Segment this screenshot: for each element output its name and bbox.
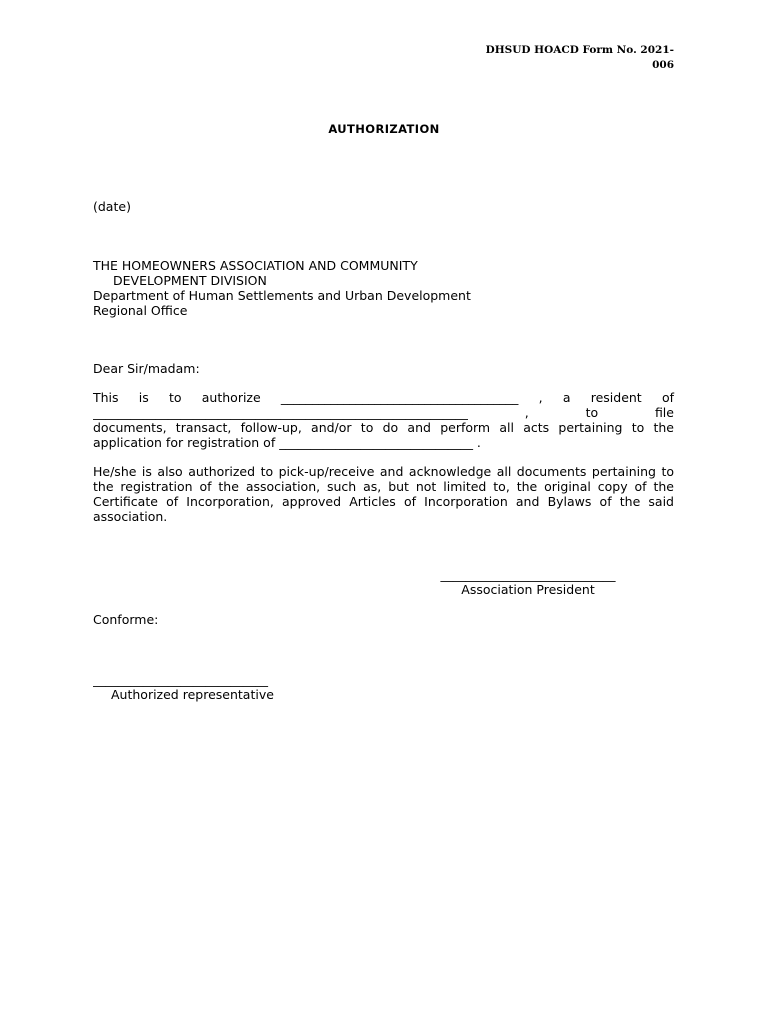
word: ,	[538, 390, 543, 405]
word: This	[93, 390, 119, 405]
paragraph1-line-3: documents, transact, follow-up, and/or to do and perform all acts pertaining to the	[93, 420, 674, 435]
date-placeholder: (date)	[93, 199, 131, 214]
residence-blank: ____________________________________________________________	[93, 405, 468, 420]
word: resident	[590, 390, 642, 405]
paragraph1-line-1	[93, 390, 674, 405]
paragraph1-line-4: application for registration of _______________________________ .	[93, 435, 481, 450]
document-title: AUTHORIZATION	[328, 122, 440, 136]
representative-signature-block	[93, 672, 315, 702]
president-label: Association President	[461, 582, 595, 597]
addressee-block	[93, 258, 674, 318]
addressee-line-2: DEVELOPMENT DIVISION	[113, 273, 267, 288]
word: to	[168, 390, 182, 405]
addressee-line-4: Regional Office	[93, 303, 188, 318]
representative-label: Authorized representative	[111, 687, 274, 702]
salutation: Dear Sir/madam:	[93, 361, 200, 376]
word: authorize	[201, 390, 261, 405]
form-number: DHSUD HOACD Form No. 2021-006	[485, 44, 674, 71]
president-signature-block	[416, 567, 640, 597]
president-signature-line: ____________________________	[440, 567, 616, 582]
paragraph1-line-2	[93, 405, 674, 420]
representative-signature-line: ____________________________	[93, 672, 268, 687]
conforme-label: Conforme:	[93, 612, 159, 627]
word: to	[585, 405, 599, 420]
addressee-line-1: THE HOMEOWNERS ASSOCIATION AND COMMUNITY	[93, 258, 418, 273]
addressee-line-3: Department of Human Settlements and Urban Development	[93, 288, 471, 303]
authorized-person-blank: ______________________________________	[280, 390, 519, 405]
word: a	[562, 390, 571, 405]
word: of	[661, 390, 674, 405]
authorization-paragraph	[93, 390, 674, 450]
word: file	[654, 405, 674, 420]
word: is	[138, 390, 149, 405]
pickup-paragraph: He/she is also authorized to pick-up/receive and acknowledge all documents pertaining to the registration of the association, such as, but not limited to, the original copy of the Certificate of Incorporation, approved Articles of Incorporation and Bylaws of the said association.	[93, 464, 674, 524]
word: ,	[524, 405, 529, 420]
